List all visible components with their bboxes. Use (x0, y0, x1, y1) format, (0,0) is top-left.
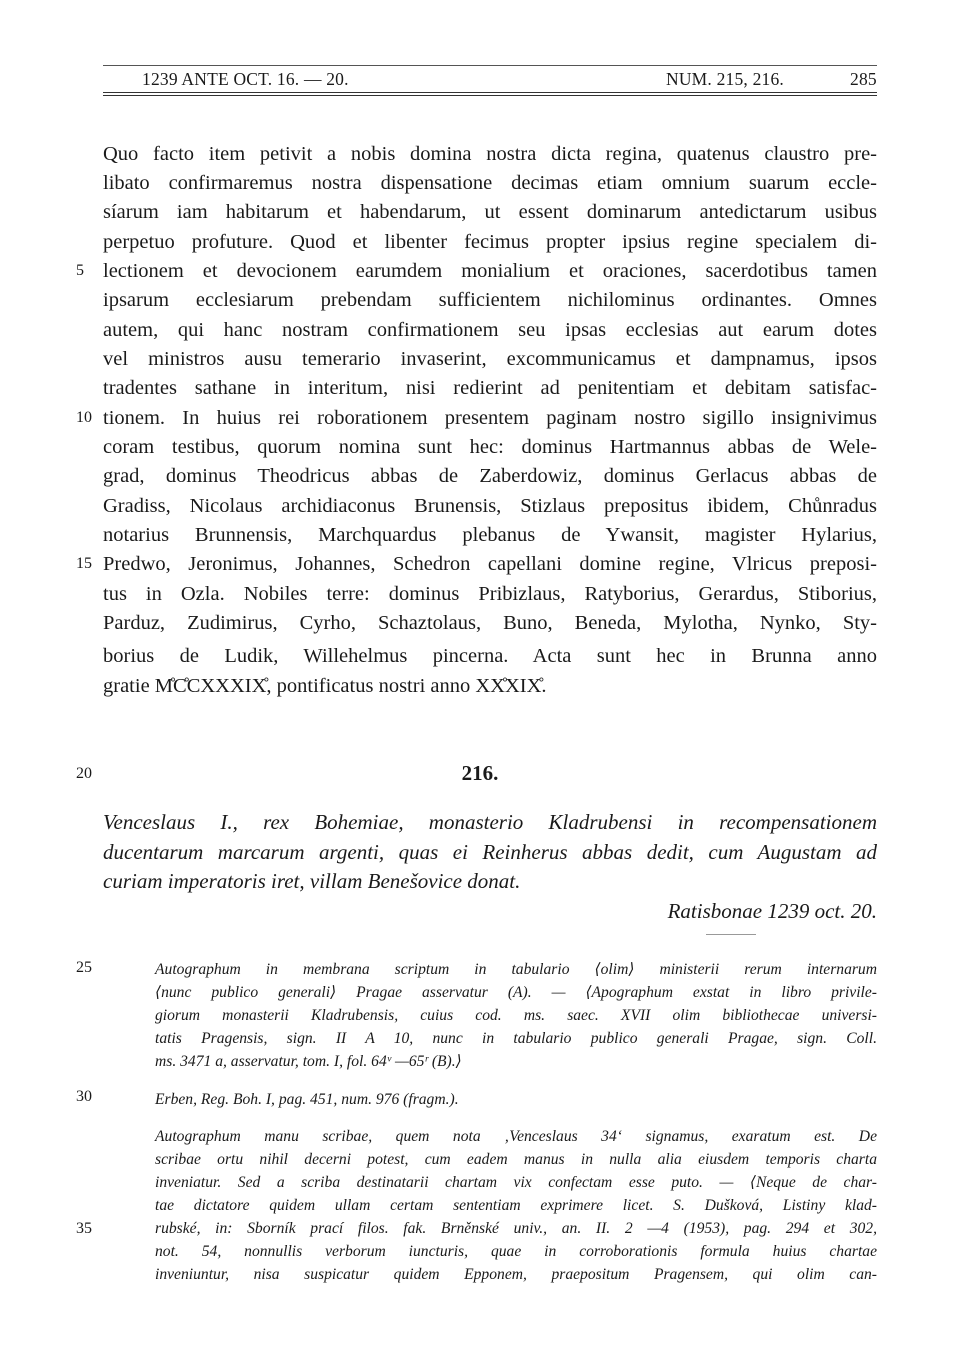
text-line: gratie M̊C̊CXXXIX̊, pontificatus nostri anno XX̊XIX̊. (103, 675, 547, 697)
note-line: Erben, Reg. Boh. I, pag. 451, num. 976 (fragm.). (155, 1091, 459, 1108)
text-line: tradentes sathane in interitum, nisi redierint ad penitentiam et debitam satisfac- (103, 377, 877, 399)
date-place: Ratisbonae 1239 oct. 20. (667, 899, 877, 923)
note-line: giorum monasterii Kladrubensis, cuius cod. ms. saec. XVII olim bibliothecae universi- (155, 1007, 877, 1024)
line-number: 20 (76, 765, 92, 782)
text-line: vel ministros ausu temerario invaserint, excommunicamus et dampnamus, ipsos (103, 348, 877, 370)
note-line: rubské, in: Sborník prací filos. fak. Brněnské univ., an. II. 2 —4 (1953), pag. 294 et 302, (155, 1220, 877, 1237)
note-line: tatis Pragensis, sign. II A 10, nunc in tabulario publico generali Pragae, sign. Coll. (155, 1030, 877, 1047)
text-line: Parduz, Zudimirus, Cyrho, Schaztolaus, Buno, Beneda, Mylotha, Nynko, Sty- (103, 612, 877, 634)
regest-line: Venceslaus I., rex Bohemiae, monasterio Kladrubensi in recompensationem (103, 810, 877, 834)
text-line: Quo facto item petivit a nobis domina nostra dicta regina, quatenus claustro pre- (103, 143, 877, 165)
page-number: 285 (850, 69, 877, 89)
note-line: tae dictatore quidem ullam certam sententiam exprimere licet. S. Dušková, Listiny klad- (155, 1197, 877, 1214)
text-line: borius de Ludik, Willehelmus pincerna. Acta sunt hec in Brunna anno (103, 645, 877, 667)
text-line: grad, dominus Theodricus abbas de Zaberdowiz, dominus Gerlacus abbas de (103, 465, 877, 487)
note-line: not. 54, nonnullis verborum iuncturis, quae in corroborationis formula huius chartae (155, 1243, 877, 1260)
line-number: 5 (76, 262, 84, 279)
header-bottom-rule (103, 92, 877, 93)
text-line: tus in Ozla. Nobiles terre: dominus Pribizlaus, Ratyborius, Gerardus, Stiborius, (103, 583, 877, 605)
note-line: ⟨nunc publico generali⟩ Pragae asservatur (A). — ⟨Apographum exstat in libro privile- (155, 984, 877, 1001)
note-line: Autographum manu scribae, quem nota ‚Venceslaus 34‘ signamus, exaratum est. De (155, 1128, 877, 1145)
text-line: ipsarum ecclesiarum prebendam sufficientem nichilominus ordinantes. Omnes (103, 289, 877, 311)
text-line: síarum iam habitarum et habendarum, ut essent dominarum antedictarum usibus (103, 201, 877, 223)
line-number: 25 (76, 959, 92, 976)
note-line: Autographum in membrana scriptum in tabulario ⟨olim⟩ ministerii rerum internarum (155, 961, 877, 978)
divider (706, 934, 756, 935)
note-line: scribae ortu nihil decerni potest, cum eadem manus in nulla alia eiusdem temporis charta (155, 1151, 877, 1168)
text-line: Predwo, Jeronimus, Johannes, Schedron capellani domine regine, Vlricus preposi- (103, 553, 877, 575)
header-bottom-rule-double (103, 95, 877, 96)
text-line: lectionem et devocionem earumdem monialium et oraciones, sacerdotibus tamen (103, 260, 877, 282)
line-number: 10 (76, 409, 92, 426)
running-head-date: 1239 ANTE OCT. 16. — 20. (142, 69, 349, 89)
regest-line: curiam imperatoris iret, villam Benešovice donat. (103, 869, 521, 893)
text-line: libato confirmaremus nostra dispensatione decimas etiam omnium suarum eccle- (103, 172, 877, 194)
text-line: tionem. In huius rei roborationem presentem paginam nostro sigillo insignivimus (103, 407, 877, 429)
note-line: inveniuntur, nisa suspicatur quidem Epponem, praepositum Pragensem, qui olim can- (155, 1266, 877, 1283)
line-number: 15 (76, 555, 92, 572)
note-line: inveniatur. Sed a scriba destinatarii chartam vix confectam esse puto. — ⟨Neque de char- (155, 1174, 877, 1191)
text-line: notarius Brunnensis, Marchquardus plebanus de Ywansit, magister Hylarius, (103, 524, 877, 546)
text-line: Gradiss, Nicolaus archidiaconus Brunensis, Stizlaus prepositus ibidem, Chůnradus (103, 495, 877, 517)
document-number: 216. (461, 761, 499, 785)
text-line: perpetuo profuture. Quod et libenter fecimus propter ipsius regine specialem di- (103, 231, 877, 253)
text-line: autem, qui hanc nostram confirmationem seu ipsas ecclesias aut earum dotes (103, 319, 877, 341)
regest-line: ducentarum marcarum argenti, quas ei Reinherus abbas dedit, cum Augustam ad (103, 840, 877, 864)
text-line: coram testibus, quorum nomina sunt hec: dominus Hartmannus abbas de Wele- (103, 436, 877, 458)
running-head-numbers: NUM. 215, 216. (666, 69, 785, 89)
note-line: ms. 3471 a, asservatur, tom. I, fol. 64ᵛ —65ʳ (B).⟩ (155, 1053, 462, 1070)
line-number: 30 (76, 1088, 92, 1105)
line-number: 35 (76, 1220, 92, 1237)
header-top-rule (103, 65, 877, 66)
